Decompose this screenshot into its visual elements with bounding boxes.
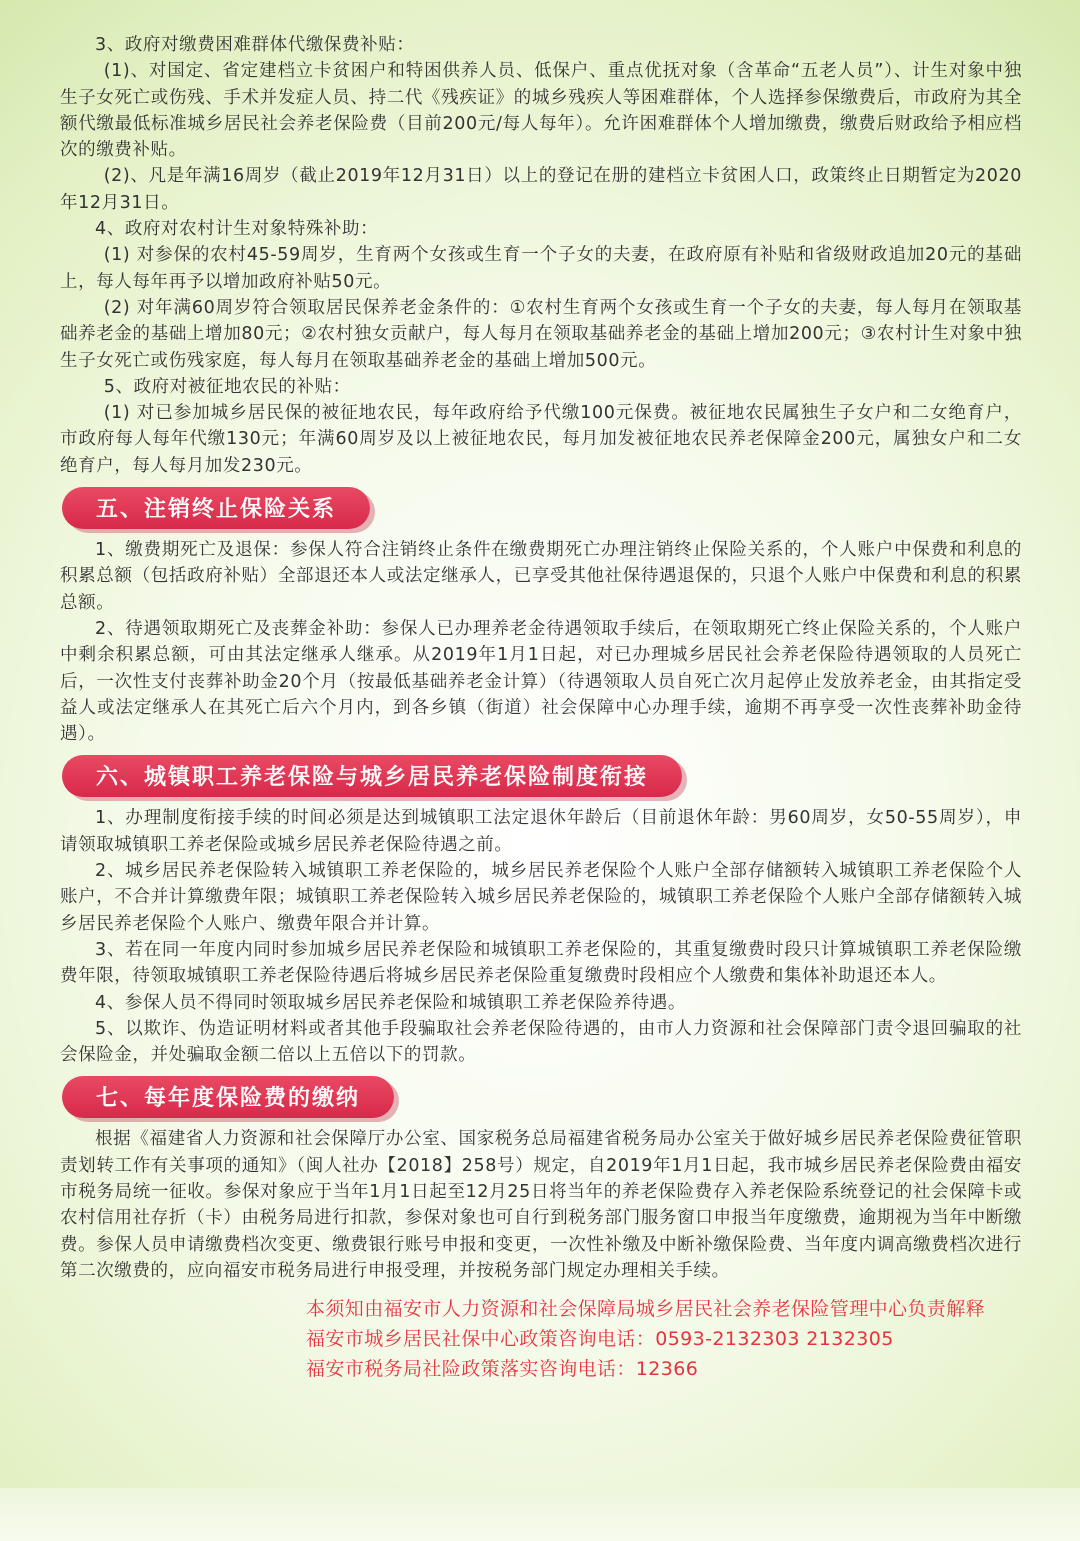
- sec4-item-3-2: (2)、凡是年满16周岁（截止2019年12月31日）以上的登记在册的建档立卡贫困人口，政策终止日期暂定为2020年12月31日。: [60, 166, 1022, 213]
- sec4-item-3-heading: 3、政府对缴费困难群体代缴保费补贴：: [95, 35, 415, 55]
- sec5-item-2: 2、待遇领取期死亡及丧葬金补助：参保人已办理养老金待遇领取手续后，在领取期死亡终止保险关系的，个人账户中剩余积累总额，可由其法定继承人继承。从2019年1月1日起，对已办理城乡居民社会养老保险待遇领取的人员死亡后，一次性支付丧葬补助金20个月（按最低基础养老金计算）（待遇领取人员自死亡次月起停止发放养老金，由其指定受益人或法定继承人在其死亡后六个月内，到各乡镇（街道）社会保障中心办理手续，逾期不再享受一次性丧葬补助金待遇）。: [60, 618, 1022, 745]
- footer-social-security-phone: 福安市城乡居民社保中心政策咨询电话：0593-2132303 2132305: [306, 1328, 894, 1351]
- sec4-item-3-1: (1)、对国定、省定建档立卡贫困户和特困供养人员、低保户、重点优抚对象（含革命“五老人员”）、计生对象中独生子女死亡或伤残、手术并发症人员、持二代《残疾证》的城乡残疾人等困难群体，个人选择参保缴费后，市政府为其全额代缴最低标准城乡居民社会养老保险费（目前200元/每人每年）。允许困难群体个人增加缴费，缴费后财政给予相应档次的缴费补贴。: [60, 61, 1022, 161]
- sec4-item-5-heading: 5、政府对被征地农民的补贴：: [103, 376, 351, 397]
- sec6-item-3: 3、若在同一年度内同时参加城乡居民养老保险和城镇职工养老保险的，其重复缴费时段只计算城镇职工养老保险缴费年限，待领取城镇职工养老保险待遇后将城乡居民养老保险重复缴费时段相应个人缴费和集体补助退还本人。: [60, 939, 1022, 987]
- bottom-margin-strip: [0, 1488, 1080, 1541]
- notice-content: [60, 32, 1022, 1384]
- sec7-body: 根据《福建省人力资源和社会保障厅办公室、国家税务总局福建省税务局办公室关于做好城乡居民养老保险费征管职责划转工作有关事项的通知》（闽人社办【2018】258号）规定，自2019年1月1日起，我市城乡居民养老保险费由福安市税务局统一征收。参保对象应于当年1月1日起至12月25日将当年的养老保险费存入养老保险系统登记的社会保障卡或农村信用社存折（卡）由税务局进行扣款，参保对象也可自行到税务部门服务窗口申报当年度缴费，逾期视为当年中断缴费。参保人员申请缴费档次变更、缴费银行账号申报和变更，一次性补缴及中断补缴保险费、当年度内调高缴费档次进行第二次缴费的，应向福安市税务局进行申报受理，并按税务部门规定办理相关手续。: [60, 1129, 1022, 1281]
- sec5-item-1: 1、缴费期死亡及退保：参保人符合注销终止条件在缴费期死亡办理注销终止保险关系的，个人账户中保费和利息的积累总额（包括政府补贴）全部退还本人或法定继承人，已享受其他社保待遇退保的，只退个人账户中保费和利息的积累总额。: [60, 540, 1022, 613]
- section-6-heading: 六、城镇职工养老保险与城乡居民养老保险制度衔接: [62, 755, 682, 797]
- sec4-item-4-2: (2) 对年满60周岁符合领取居民保养老金条件的：①农村生育两个女孩或生育一个子女的夫妻，每人每月在领取基础养老金的基础上增加80元；②农村独女贡献户，每人每月在领取基础养老金的基础上增加200元；③农村计生对象中独生子女死亡或伤残家庭，每人每月在领取基础养老金的基础上增加500元。: [60, 297, 1022, 371]
- sec4-item-4-heading: 4、政府对农村计生对象特殊补助：: [95, 219, 379, 240]
- sec6-item-2: 2、城乡居民养老保险转入城镇职工养老保险的，城乡居民养老保险个人账户全部存储额转入城镇职工养老保险个人账户，不合并计算缴费年限；城镇职工养老保险转入城乡居民养老保险的，城镇职工养老保险个人账户全部存储额转入城乡居民养老保险个人账户、缴费年限合并计算。: [60, 861, 1022, 934]
- sec4-item-4-1: (1) 对参保的农村45-59周岁，生育两个女孩或生育一个子女的夫妻，在政府原有补贴和省级财政追加20元的基础上，每人每年再予以增加政府补贴50元。: [60, 245, 1022, 292]
- sec6-item-4: 4、参保人员不得同时领取城乡居民养老保险和城镇职工养老保险养待遇。: [95, 992, 686, 1013]
- footer-tax-bureau-phone: 福安市税务局社险政策落实咨询电话：12366: [306, 1358, 699, 1381]
- section-7-heading: 七、每年度保险费的缴纳: [62, 1076, 394, 1118]
- sec6-item-1: 1、办理制度衔接手续的时间必须是达到城镇职工法定退休年龄后（目前退休年龄：男60周岁，女50-55周岁），申请领取城镇职工养老保险或城乡居民养老保险待遇之前。: [60, 808, 1022, 855]
- contact-footer: [60, 1294, 1022, 1384]
- sec4-item-5-1: (1) 对已参加城乡居民保的被征地农民，每年政府给予代缴100元保费。被征地农民属独生子女户和二女绝育户，市政府每人每年代缴130元；年满60周岁及以上被征地农民，每月加发被征地农民养老保障金200元，属独女户和二女绝育户，每人每月加发230元。: [60, 403, 1022, 476]
- footer-explanation-line: 本须知由福安市人力资源和社会保障局城乡居民社会养老保险管理中心负责解释: [306, 1298, 986, 1321]
- section-5-heading: 五、注销终止保险关系: [62, 487, 370, 529]
- sec6-item-5: 5、以欺诈、伪造证明材料或者其他手段骗取社会养老保险待遇的，由市人力资源和社会保障部门责令退回骗取的社会保险金，并处骗取金额二倍以上五倍以下的罚款。: [60, 1018, 1022, 1066]
